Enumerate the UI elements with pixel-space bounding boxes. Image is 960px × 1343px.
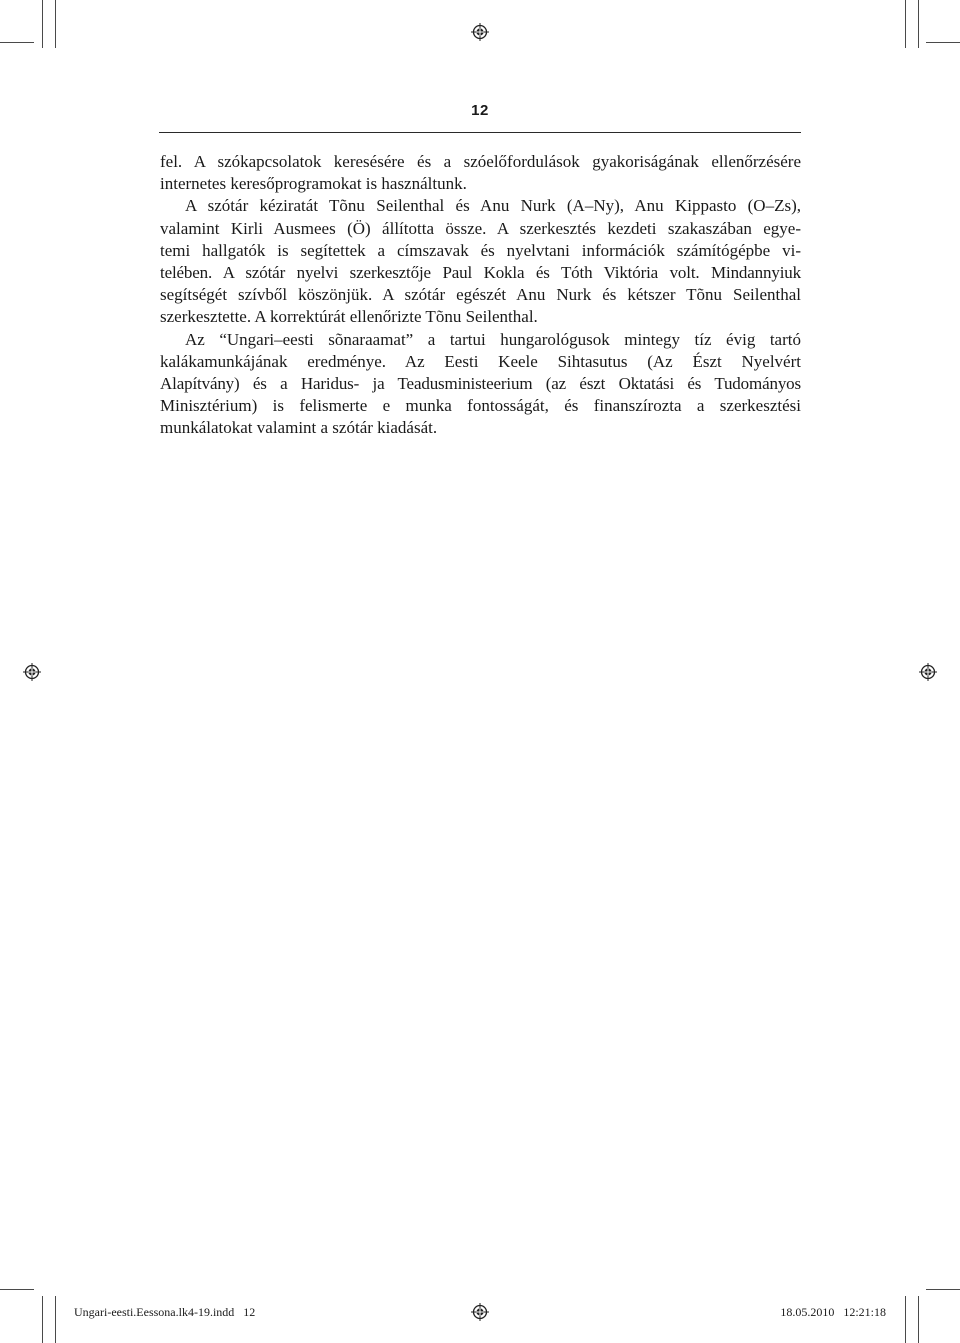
slug-timestamp: 18.05.2010 12:21:18 [780, 1305, 886, 1319]
crop-mark [55, 1296, 56, 1343]
text-line: fel. A szókapcsolatok keresésére és a szóelőfordulások gyakoriságának ellenőrzésére [160, 152, 801, 171]
page-number: 12 [471, 102, 489, 119]
crop-mark [42, 0, 43, 48]
text-line: A szótár kéziratát Tõnu Seilenthal és Anu Nurk (A–Ny), Anu Kippasto (O–Zs), [185, 196, 801, 216]
text-line: szerkesztette. A korrektúrát ellenőrizte Tõnu Seilenthal. [160, 307, 538, 327]
text-line: segítségét szívből köszönjük. A szótár egészét Anu Nurk és kétszer Tõnu Seilenthal [160, 285, 801, 305]
text-line: valamint Kirli Ausmees (Ö) állította össze. A szerkesztés kezdeti szakaszában egye- [160, 218, 801, 238]
text-line: telében. A szótár nyelvi szerkesztője Paul Kokla és Tóth Viktória volt. Mindannyiuk [160, 263, 801, 283]
text-line: Az “Ungari–eesti sõnaraamat” a tartui hungarológusok mintegy tíz évig tartó [185, 329, 801, 349]
crop-mark [0, 42, 34, 43]
crop-mark [918, 0, 919, 48]
crop-mark [0, 1289, 34, 1290]
crop-mark [926, 1289, 960, 1290]
crosshair-target-icon [471, 23, 489, 41]
crosshair-target-icon [23, 663, 41, 681]
crosshair-target-icon [471, 1303, 489, 1321]
text-line: munkálatokat valamint a szótár kiadását. [160, 418, 438, 438]
text-line: Minisztérium) is felismerte e munka fontosságát, és finanszírozta a szerkesztési [160, 396, 801, 416]
text-line: Alapítvány) és a Haridus- ja Teadusministeerium (az észt Oktatási és Tudományos [160, 374, 801, 394]
crosshair-target-icon [919, 663, 937, 681]
text-line: kalákamunkájának eredménye. Az Eesti Keele Sihtasutus (Az Észt Nyelvért [160, 351, 801, 371]
header-rule [159, 132, 801, 133]
body-text [160, 151, 801, 440]
crop-mark [926, 42, 960, 43]
crop-mark [55, 0, 56, 48]
crop-mark [905, 1296, 906, 1343]
crop-mark [905, 0, 906, 48]
crop-mark [42, 1296, 43, 1343]
crop-mark [918, 1296, 919, 1343]
slug-filename: Ungari-eesti.Eessona.lk4-19.indd 12 [74, 1305, 256, 1319]
text-line: temi hallgatók is segítettek a címszavak és nyelvtani információk számítógépbe vi- [160, 240, 801, 260]
text-line: internetes keresőprogramokat is használtunk. [160, 174, 467, 194]
